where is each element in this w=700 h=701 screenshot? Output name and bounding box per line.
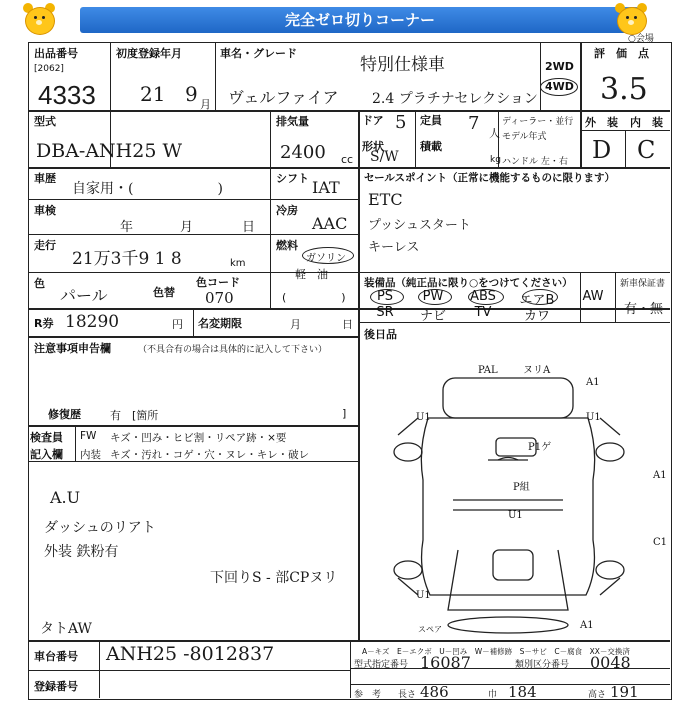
equip-airbag: エアB <box>519 293 555 308</box>
equip-abs: ABS <box>470 289 496 304</box>
inspector-note-4: 下回りS - 部CPヌリ <box>210 570 338 586</box>
banner <box>0 0 700 40</box>
diagram-label-a1-top: A1 <box>586 377 600 388</box>
diagram-label-a1-right: A1 <box>653 470 667 481</box>
kg-unit: kg <box>490 155 501 165</box>
model-year-label: モデル年式 <box>502 132 547 142</box>
sales-point-1: ETC <box>368 190 403 209</box>
sales-points-label: セールスポイント（正常に機能するものに限ります） <box>364 172 616 184</box>
yen-unit: 円 <box>172 318 183 331</box>
equip-tv: TV <box>474 305 492 320</box>
inspector-int-label: 内装 <box>80 449 101 461</box>
shape: S/W <box>370 149 399 165</box>
usage: 自家用・( ) <box>72 181 223 197</box>
drive-4wd: 4WD <box>545 80 574 93</box>
lot-number: 4333 <box>38 80 96 110</box>
repair-history: 有 [箇所 <box>110 409 159 422</box>
equip-ps-circle <box>370 289 404 305</box>
inspection-year-unit: 年 <box>120 220 134 235</box>
equipment-label: 装備品（純正品に限り○をつけてください） <box>364 277 573 289</box>
first-registration-label: 初度登録年月 <box>116 47 182 60</box>
color: パール <box>60 286 108 305</box>
model-label: 型式 <box>34 115 56 128</box>
afterparts-label: 後日品 <box>364 328 397 341</box>
color-code: 070 <box>205 289 234 307</box>
diagram-label-pal: PAL <box>478 365 498 376</box>
displacement: 2400 <box>280 142 326 163</box>
inspector-note-5: タトAW <box>40 621 92 637</box>
frame-number: ANH25 -8012837 <box>106 643 275 665</box>
type-number: 16087 <box>420 653 471 672</box>
diagram-label-u1-right: U1 <box>586 412 601 423</box>
category-number: 0048 <box>590 653 631 672</box>
recycle-fee: 18290 <box>65 312 120 332</box>
sales-point-3: キーレス <box>368 240 420 255</box>
height-label: 高さ <box>588 690 607 700</box>
exterior-grade: D <box>592 136 612 164</box>
fuel-diesel: 軽 油 <box>295 268 328 281</box>
model: DBA-ANH25 W <box>36 140 182 162</box>
name-change-label: 名変期限 <box>198 317 242 330</box>
equip-abs-circle <box>468 289 504 305</box>
venue-label: ○会場 <box>628 34 654 44</box>
diagram-label-u1-bottom: U1 <box>416 590 431 601</box>
score: 3.5 <box>600 72 648 107</box>
door-label: ドア <box>362 114 384 127</box>
shift-label: シフト <box>276 172 309 185</box>
dimensions-note: 参 考 <box>354 690 382 700</box>
km-unit: km <box>230 258 246 269</box>
diagram-label-u1-left: U1 <box>416 412 431 423</box>
car-name-grade-label: 車名・グレード <box>220 47 297 60</box>
repair-history-close: ] <box>342 407 347 420</box>
width-label: 巾 <box>488 690 498 700</box>
first-registration-year: 21 <box>140 82 166 106</box>
inspector-note-3: 外装 鉄粉有 <box>44 544 119 560</box>
equip-pw-circle <box>418 289 452 305</box>
fuel-gasoline: ガソリン <box>306 253 346 264</box>
inspector-note-2: ダッシュのリアト <box>44 520 156 536</box>
diagram-label-u1-mid: U1 <box>508 510 523 521</box>
usage-label: 車歴 <box>34 172 56 185</box>
inspector-label: 検査員 <box>30 431 63 444</box>
displacement-label: 排気量 <box>276 115 309 128</box>
name-change-month-unit: 月 <box>290 318 301 331</box>
score-label: 評 価 点 <box>594 47 649 60</box>
equip-pw: PW <box>422 289 444 304</box>
ac-label: 冷房 <box>276 204 298 217</box>
drive-2wd: 2WD <box>545 60 574 73</box>
recycle-label: R券 <box>34 317 54 330</box>
persons-unit: 人 <box>489 127 500 140</box>
diagram-legend: A－キズ E－エクボ U－凹み W－補修跡 S－サビ C－腐食 XX－交換済 <box>362 647 630 656</box>
category-number-label: 類別区分番号 <box>515 660 570 670</box>
inspector-fw-label: FW <box>80 430 97 442</box>
dealer-label: ディーラー・並行 <box>502 117 574 127</box>
type-number-label: 型式指定番号 <box>354 660 409 670</box>
car-damage-diagram <box>358 360 670 640</box>
equip-navi: ナビ <box>419 309 446 324</box>
width: 184 <box>508 683 537 701</box>
equip-airbag-circle <box>522 289 558 305</box>
diagram-label-a1-bottom: A1 <box>580 620 594 631</box>
lot-sub-code: [2062] <box>34 64 64 74</box>
warranty: 有・無 <box>624 302 664 317</box>
capacity-label: 定員 <box>420 114 442 127</box>
banner-bar <box>80 7 640 33</box>
notes-label: 注意事項申告欄 <box>34 342 111 355</box>
name-change-day-unit: 日 <box>342 318 353 331</box>
equip-sr: SR <box>376 305 394 320</box>
inspection-day-unit: 日 <box>242 220 256 235</box>
height: 191 <box>610 683 639 701</box>
interior-grade: C <box>637 136 656 164</box>
inspection-month-unit: 月 <box>180 220 194 235</box>
inspector-note-1: A.U <box>50 488 81 507</box>
month-unit: 月 <box>200 98 211 111</box>
color-change-label: 色替 <box>153 286 175 299</box>
air-conditioner: AAC <box>312 214 348 233</box>
lot-number-label: 出品番号 <box>34 47 78 60</box>
warranty-label: 新車保証書 <box>620 279 666 289</box>
notes-sub: （不具合有の場合は具体的に記入して下さい） <box>138 345 328 355</box>
color-code-label: 色コード <box>196 276 240 289</box>
registration-number-label: 登録番号 <box>34 680 78 693</box>
mileage-label: 走行 <box>34 239 56 252</box>
inspector-fw-text: キズ・凹み・ヒビ割・リペア跡・×要 <box>110 432 287 444</box>
equip-ps: PS <box>376 289 394 304</box>
frame-number-label: 車台番号 <box>34 650 78 663</box>
diagram-label-c1: C1 <box>653 537 668 548</box>
shape-label: 形状 <box>362 140 384 153</box>
length-label: 長さ <box>398 690 417 700</box>
fuel-label: 燃料 <box>276 239 298 252</box>
mascot-bear-icon <box>22 3 56 37</box>
inspector-int-text: キズ・汚れ・コゲ・穴・ヌレ・キレ・破レ <box>110 449 310 461</box>
diagram-label-p1ge: P1ゲ <box>528 442 552 453</box>
diagram-label-spare: スペア <box>418 625 442 634</box>
equip-leather: カワ <box>523 309 550 324</box>
banner-title: 完全ゼロ切りコーナー <box>284 11 435 29</box>
exterior-label: 外 装 <box>585 116 618 129</box>
length: 486 <box>420 683 449 701</box>
interior-label: 内 装 <box>630 116 663 129</box>
capacity: 7 <box>468 113 480 134</box>
inspector-entry-label: 記入欄 <box>30 448 63 461</box>
color-label: 色 <box>34 277 45 290</box>
car-grade: 2.4 プラチナセレクション <box>372 91 538 107</box>
car-name: ヴェルファイア <box>228 88 339 107</box>
sales-point-2: プッシュスタート <box>368 218 471 233</box>
diagram-label-p-kumi: P組 <box>513 482 530 493</box>
inspection-label: 車検 <box>34 204 56 217</box>
fuel-other: ( ) <box>282 291 346 304</box>
first-registration-month: 9 <box>185 82 198 106</box>
shift: IAT <box>312 178 340 197</box>
repair-history-label: 修復歴 <box>48 408 81 421</box>
equip-aw: AW <box>582 289 604 304</box>
doors: 5 <box>395 112 407 133</box>
handle-label: ハンドル 左・右 <box>502 157 568 167</box>
cc-unit: cc <box>341 153 354 166</box>
mileage: 21万3千9 1 8 <box>72 249 182 269</box>
special-edition: 特別仕様車 <box>360 55 445 75</box>
diagram-label-nuri: ヌリA <box>523 365 551 376</box>
load-label: 積載 <box>420 140 442 153</box>
